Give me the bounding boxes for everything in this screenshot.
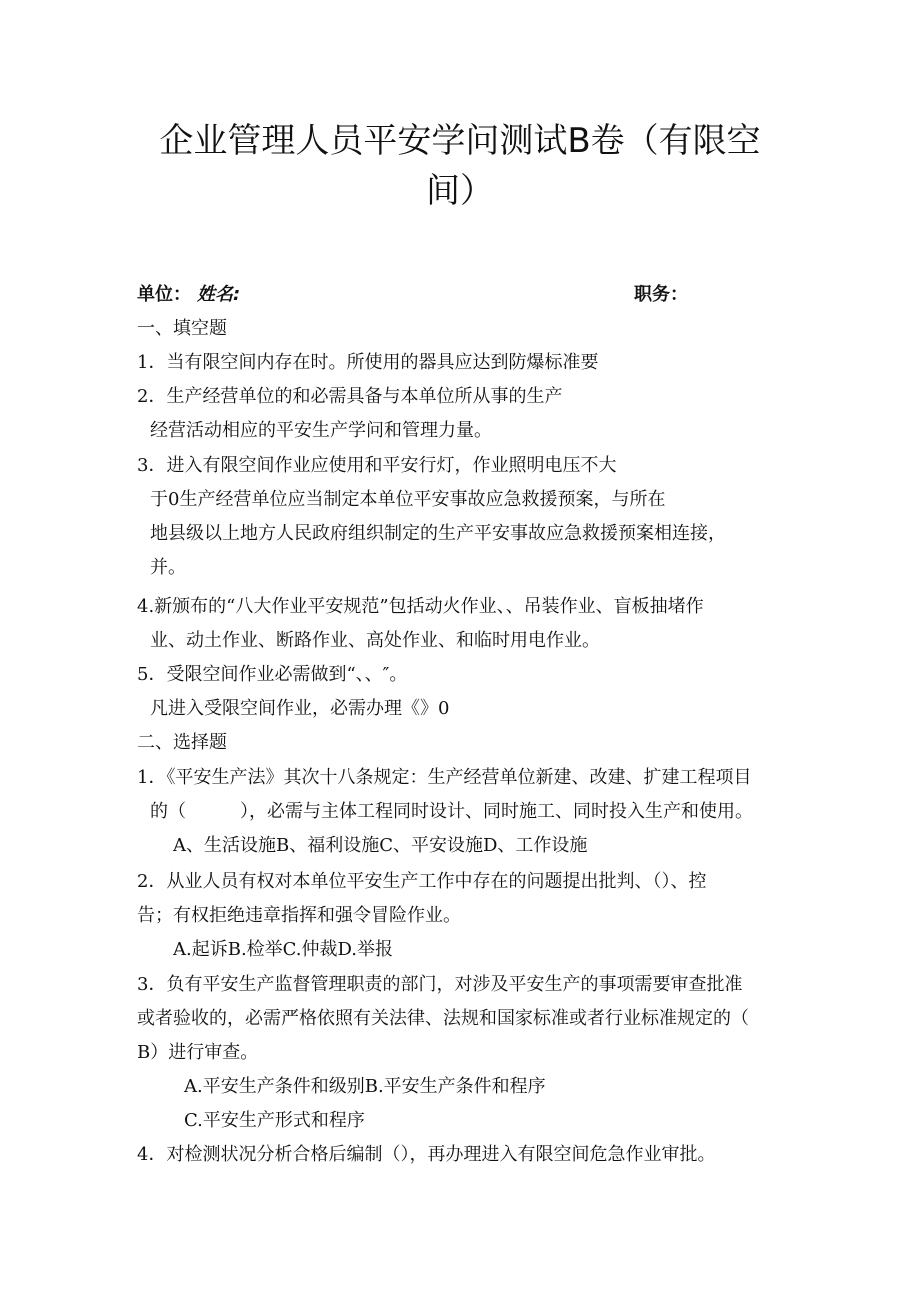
fill-line: 经营活动相应的平安生产学问和管理力量。 — [150, 420, 492, 441]
choice-line: 4．对检测状况分析合格后编制（），再办理进入有限空间危急作业审批。 — [137, 1144, 716, 1165]
fill-line: 1．当有限空间内存在时。所使用的器具应达到防爆标准要 — [137, 352, 599, 373]
doc-title-line-1: 企业管理人员平安学问测试B卷（有限空 — [159, 121, 761, 161]
choice-line: 3．负有平安生产监督管理职责的部门，对涉及平安生产的事项需要审查批准 — [137, 974, 743, 995]
choice-line: 或者验收的，必需严格依照有关法律、法规和国家标准或者行业标准规定的（ — [137, 1008, 749, 1029]
fill-line: 2．生产经营单位的和必需具备与本单位所从事的生产 — [137, 386, 563, 407]
fill-line: 并。 — [150, 557, 186, 578]
choice-options: A、生活设施B、福利设施C、平安设施D、工作设施 — [173, 835, 588, 856]
fill-line: 3．进入有限空间作业应使用和平安行灯，作业照明电压不大 — [137, 455, 617, 476]
fill-line: 地县级以上地方人民政府组织制定的生产平安事故应急救援预案相连接， — [150, 523, 726, 544]
unit-label: 单位： — [137, 284, 191, 305]
choice-line: 2．从业人员有权对本单位平安生产工作中存在的问题提出批判、（）、控 — [137, 871, 707, 892]
name-label: 姓名: — [197, 284, 241, 305]
choice-options: A.平安生产条件和级别B.平安生产条件和程序 — [184, 1076, 546, 1097]
choice-line: 告；有权拒绝违章指挥和强令冒险作业。 — [137, 905, 461, 926]
fill-line: 业、动土作业、断路作业、高处作业、和临时用电作业。 — [150, 630, 600, 651]
fill-line: 于0生产经营单位应当制定本单位平安事故应急救援预案，与所在 — [150, 489, 666, 510]
choice-options: A.起诉B.检举C.仲裁D.举报 — [173, 939, 394, 960]
position-label: 职务： — [634, 284, 688, 305]
fill-line: 凡进入受限空间作业，必需办理《》0 — [150, 698, 450, 719]
fill-line: 4.新颁布的“八大作业平安规范”包括动火作业、、吊装作业、盲板抽堵作 — [137, 596, 704, 617]
choice-line: 1．《平安生产法》其次十八条规定：生产经营单位新建、改建、扩建工程项目 — [137, 767, 752, 788]
section-heading-fill: 一、填空题 — [137, 318, 227, 339]
choice-line: B）进行审查。 — [137, 1042, 259, 1063]
fill-line: 5．受限空间作业必需做到“、、″。 — [137, 664, 408, 685]
choice-line: 的（ ），必需与主体工程同时设计、同时施工、同时投入生产和使用。 — [150, 801, 753, 822]
section-heading-choice: 二、选择题 — [137, 732, 227, 753]
doc-title-line-2: 间） — [426, 171, 494, 211]
choice-options: C.平安生产形式和程序 — [184, 1110, 365, 1131]
